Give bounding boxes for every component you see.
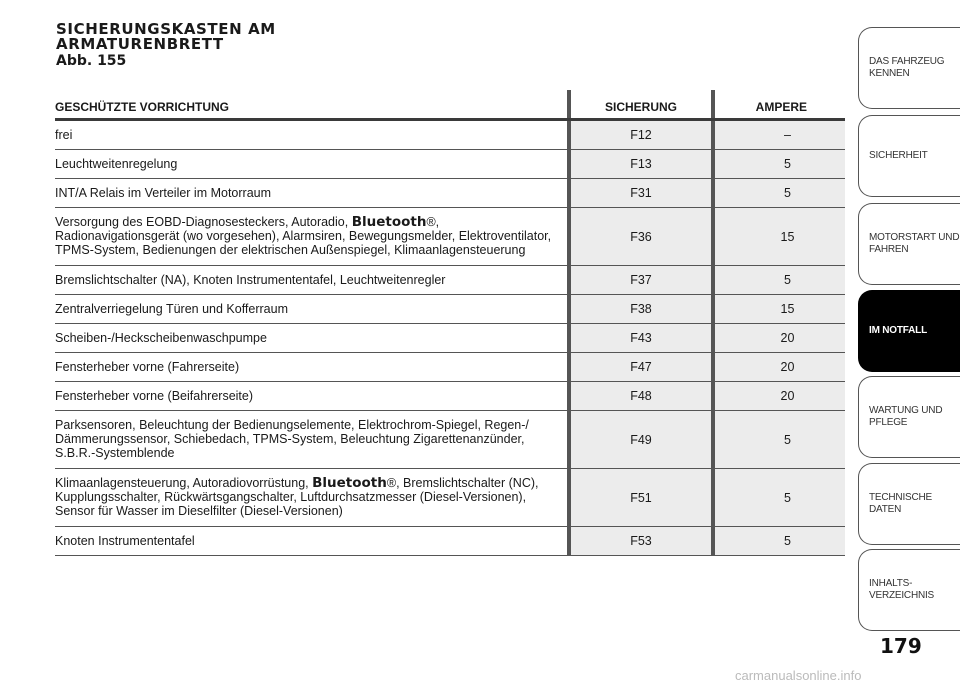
page-number: 179 [880,634,922,658]
fuse-cell: F51 [571,469,711,527]
device-text-pre: Klimaanlagensteuerung, Autoradiovorrüstung, [55,476,313,490]
bluetooth-brand: Bluetooth [312,475,387,491]
ampere-cell: 5 [715,527,845,556]
fuse-cell: F36 [571,208,711,266]
tab-label: DAS FAHRZEUG KENNEN [869,56,945,79]
fuse-cell: F48 [571,382,711,411]
device-cell: Fensterheber vorne (Beifahrerseite) [55,382,567,411]
table-row [55,295,845,324]
fuse-table [55,90,845,556]
heading-title-line-2: ARMATURENBRETT [56,35,224,53]
ampere-cell: 5 [715,179,845,208]
device-cell: Leuchtweitenregelung [55,150,567,179]
device-cell: Fensterheber vorne (Fahrerseite) [55,353,567,382]
fuse-cell: F13 [571,150,711,179]
tab-sicherheit[interactable] [858,115,960,197]
device-text-post: ®, Bremslichtschalter (NC), Kupplungsschalter, Rückwärtsgangschalter, Luftdurchsatzmesser (Diesel-Versionen), Sensor für Wasser im Dieselfilter (Diesel-Versionen) [55,476,539,518]
ampere-cell: – [715,120,845,150]
table-row [55,208,845,266]
header-fuse: SICHERUNG [571,90,711,120]
device-cell: frei [55,120,567,150]
header-ampere: AMPERE [715,90,845,120]
ampere-cell: 15 [715,295,845,324]
fuse-cell: F47 [571,353,711,382]
section-heading [56,22,476,69]
tab-label: INHALTS- VERZEICHNIS [869,578,935,601]
tab-wartung-und-pflege[interactable] [858,376,960,458]
table-header-row [55,90,845,120]
fuse-cell: F49 [571,411,711,469]
ampere-cell: 15 [715,208,845,266]
fuse-cell: F53 [571,527,711,556]
table-row [55,382,845,411]
header-device: GESCHÜTZTE VORRICHTUNG [55,90,567,120]
device-cell [55,208,567,266]
tab-label: IM NOTFALL [869,325,927,336]
tab-technische-daten[interactable] [858,463,960,545]
ampere-cell: 20 [715,324,845,353]
heading-title-line-1: SICHERUNGSKASTEN AM [56,20,276,38]
ampere-cell: 5 [715,469,845,527]
tab-motorstart-und-fahren[interactable] [858,203,960,285]
table-row [55,179,845,208]
tab-label: WARTUNG UND PFLEGE [869,405,943,428]
fuse-cell: F37 [571,266,711,295]
table-row [55,120,845,150]
tab-das-fahrzeug-kennen[interactable] [858,27,960,109]
fuse-cell: F31 [571,179,711,208]
tab-label: MOTORSTART UND FAHREN [869,232,960,255]
device-text-post: ®, Radionavigationsgerät (wo vorgesehen), Alarmsiren, Bewegungsmelder, Elektroventilator, TPMS-System, Bedienungen der elektrischen Außenspiegel, Klimaanlagensteuerung [55,215,552,257]
ampere-cell: 5 [715,150,845,179]
figure-reference: Abb. 155 [56,53,127,69]
device-cell [55,469,567,527]
device-cell: Scheiben-/Heckscheibenwaschpumpe [55,324,567,353]
table-row [55,150,845,179]
device-cell: Bremslichtschalter (NA), Knoten Instrumententafel, Leuchtweitenregler [55,266,567,295]
watermark: carmanualsonline.info [735,668,862,683]
tab-label: SICHERHEIT [869,150,928,161]
ampere-cell: 20 [715,382,845,411]
table-row [55,353,845,382]
tab-label: TECHNISCHE DATEN [869,492,933,515]
device-cell: Knoten Instrumententafel [55,527,567,556]
tab-im-notfall[interactable] [858,290,960,372]
table-row [55,527,845,556]
table-row [55,411,845,469]
table-row [55,324,845,353]
ampere-cell: 20 [715,353,845,382]
ampere-cell: 5 [715,266,845,295]
device-cell: Zentralverriegelung Türen und Kofferraum [55,295,567,324]
device-cell: INT/A Relais im Verteiler im Motorraum [55,179,567,208]
ampere-cell: 5 [715,411,845,469]
fuse-cell: F38 [571,295,711,324]
bluetooth-brand: Bluetooth [351,214,427,230]
fuse-cell: F43 [571,324,711,353]
table-row [55,266,845,295]
fuse-cell: F12 [571,120,711,150]
tab-inhaltsverzeichnis[interactable] [858,549,960,631]
table-row [55,469,845,527]
device-text-pre: Versorgung des EOBD-Diagnosesteckers, Autoradio, [55,215,352,229]
device-cell: Parksensoren, Beleuchtung der Bedienungselemente, Elektrochrom-Spiegel, Regen-/ Dämmerungssensor, Schiebedach, TPMS-System, Beleuchtung Zigarettenanzünder, S.B.R.-Systemblende [55,411,567,469]
